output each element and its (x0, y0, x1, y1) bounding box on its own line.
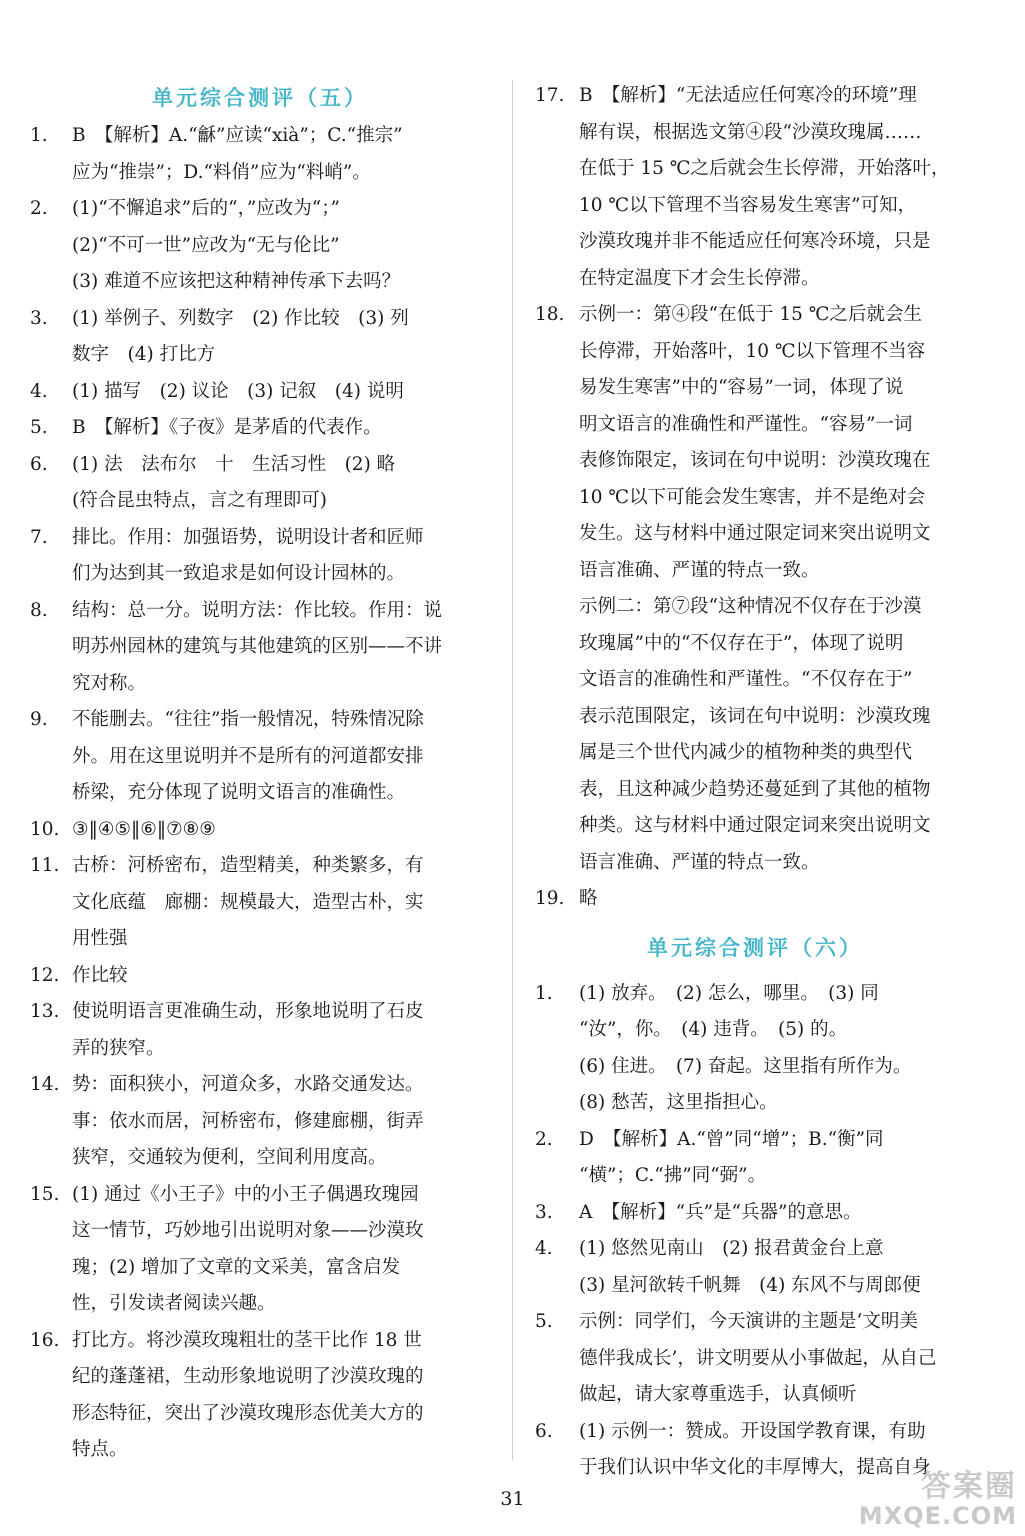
answer-line: 作比较 (72, 964, 128, 986)
answer-item (30, 702, 490, 812)
answer-line: 古桥：河桥密布，造型精美，种类繁多，有 (72, 855, 424, 876)
answer-line: B 【解析】《子夜》是茅盾的代表作。 (72, 417, 382, 438)
answer-text (72, 812, 490, 849)
section-title-unit-6: 单元综合测评（六） (647, 934, 863, 960)
answer-line: 表示范围限定，该词在句中说明：沙漠玫瑰 (579, 705, 931, 727)
answer-line: A 【解析】“兵”是“兵器”的意思。 (579, 1201, 862, 1223)
answer-line: 在低于 15 ℃之后就会生长停滞，开始落叶， (579, 158, 950, 179)
answer-text (579, 1195, 975, 1232)
answer-number: 3. (535, 1201, 553, 1223)
answer-line: (1) 举例子、列数字 (2) 作比较 (3) 列 (72, 307, 409, 329)
right-answer-list-top (535, 78, 975, 918)
answer-item (30, 994, 490, 1067)
answer-line: 狭窄，交通较为便利，空间利用度高。 (72, 1147, 387, 1168)
answer-line: 形态特征，突出了沙漠玫瑰形态优美大方的 (72, 1402, 424, 1424)
answer-item (30, 374, 490, 411)
answer-line: 德伴我成长’，讲文明要从小事做起，从自己 (579, 1347, 937, 1369)
answer-line: 应为“推崇”；D.“料俏”应为“料峭”。 (72, 161, 371, 183)
answer-item (535, 881, 975, 918)
answer-line: B 【解析】A.“龢”应读“xià”；C.“推宗” (72, 125, 403, 146)
answer-line: 于我们认识中华文化的丰厚博大，提高自身 (579, 1457, 931, 1478)
answer-line: 在特定温度下才会生长停滞。 (579, 267, 820, 289)
answer-line: 种类。这与材料中通过限定词来突出说明文 (579, 815, 931, 836)
page-number: 31 (500, 1488, 525, 1510)
answer-item (30, 958, 490, 995)
answer-line: (1) 示例一：赞成。开设国学教育课，有助 (579, 1420, 926, 1442)
watermark-text-top: 答案圈 (921, 1469, 1017, 1504)
answer-item (535, 1122, 975, 1195)
answer-line: 表，且这种减少趋势还蔓延到了其他的植物 (579, 778, 931, 800)
answer-line: 外。用在这里说明并不是所有的河道都安排 (72, 745, 424, 767)
answer-line: (1) 放弃。 (2) 怎么，哪里。 (3) 同 (579, 982, 879, 1004)
answer-line: 发生。这与材料中通过限定词来突出说明文 (579, 523, 931, 544)
answer-number: 12. (30, 964, 60, 986)
answer-text (72, 1067, 490, 1177)
answer-text (72, 1177, 490, 1323)
answer-item (30, 447, 490, 520)
right-answer-list-bottom (535, 976, 975, 1487)
answer-line: 属是三个世代内减少的植物种类的典型代 (579, 742, 913, 763)
answer-line: 玫瑰属”中的“不仅存在于”，体现了说明 (579, 632, 904, 654)
answer-text (72, 447, 490, 520)
answer-line: 桥梁，充分体现了说明文语言的准确性。 (72, 782, 406, 803)
answer-text (72, 848, 490, 958)
answer-text (579, 1304, 975, 1414)
answer-item (30, 848, 490, 958)
answer-line: 特点。 (72, 1439, 128, 1460)
answer-line: 文化底蕴 廊棚：规模最大，造型古朴，实 (72, 891, 424, 913)
answer-number: 4. (30, 380, 48, 402)
answer-number: 6. (30, 453, 48, 475)
watermark-logo (847, 1469, 1017, 1530)
answer-text (579, 976, 975, 1122)
answer-number: 15. (30, 1183, 60, 1205)
answer-text (72, 374, 490, 411)
answer-text (72, 994, 490, 1067)
answer-number: 2. (535, 1128, 553, 1150)
answer-line: 表修饰限定，该词在句中说明：沙漠玫瑰在 (579, 450, 931, 471)
answer-item (30, 1177, 490, 1323)
answer-text (72, 1323, 490, 1469)
answer-line: 不能删去。“往往”指一般情况，特殊情况除 (72, 709, 424, 730)
left-answer-list (30, 118, 490, 1469)
answer-line: 示例二：第⑦段“这种情况不仅存在于沙漠 (579, 596, 922, 617)
answer-item (30, 1067, 490, 1177)
answer-line: 打比方。将沙漠玫瑰粗壮的茎干比作 18 世 (72, 1329, 422, 1351)
answer-line: (1) 通过《小王子》中的小王子偶遇玫瑰园 (72, 1183, 419, 1205)
answer-item (535, 976, 975, 1122)
answer-line: 10 ℃以下管理不当容易发生寒害”可知， (579, 194, 917, 216)
answer-line: 势：面积狭小，河道众多，水路交通发达。 (72, 1074, 424, 1095)
answer-line: 易发生寒害”中的“容易”一词，体现了说 (579, 377, 904, 398)
answer-line: 用性强 (72, 928, 128, 949)
left-column (30, 78, 490, 1469)
answer-line: 明文语言的准确性和严谨性。“容易”一词 (579, 413, 913, 435)
watermark-text-bottom: MXQE.COM (858, 1502, 1017, 1530)
answer-line: 语言准确、严谨的特点一致。 (579, 851, 820, 873)
answer-line: ③‖④⑤‖⑥‖⑦⑧⑨ (72, 818, 216, 840)
answer-item (30, 410, 490, 447)
answer-text (579, 1231, 975, 1304)
answer-item (535, 1231, 975, 1304)
answer-line: 语言准确、严谨的特点一致。 (579, 559, 820, 581)
answer-number: 19. (535, 888, 565, 909)
answer-line: (1) 悠然见南山 (2) 报君黄金台上意 (579, 1238, 884, 1259)
answer-number: 11. (30, 855, 60, 876)
answer-text (72, 118, 490, 191)
answer-line: (符合昆虫特点，言之有理即可) (72, 490, 327, 511)
answer-text (72, 191, 490, 301)
answer-line: (1) 法 法布尔 十 生活习性 (2) 略 (72, 453, 396, 475)
answer-line: (1)“不懈追求”后的“，”应改为“；” (72, 198, 340, 219)
answer-line: 性，引发读者阅读兴趣。 (72, 1293, 276, 1314)
answer-line: (3) 星河欲转千帆舞 (4) 东风不与周郎便 (579, 1274, 921, 1296)
right-column (535, 78, 975, 1487)
answer-number: 1. (535, 982, 553, 1004)
answer-item (535, 78, 975, 297)
answer-item (535, 1304, 975, 1414)
answer-line: 们为达到其一致追求是如何设计园林的。 (72, 563, 406, 584)
answer-number: 4. (535, 1238, 553, 1259)
answer-line: 10 ℃以下可能会发生寒害，并不是绝对会 (579, 486, 926, 508)
answer-text (72, 958, 490, 995)
answer-number: 7. (30, 526, 48, 548)
answer-line: 略 (579, 888, 598, 909)
answer-text (579, 78, 975, 297)
answer-number: 9. (30, 709, 48, 730)
column-divider (512, 80, 513, 1460)
answer-line: D 【解析】A.“曾”同“增”；B.“衡”同 (579, 1128, 884, 1150)
answer-number: 2. (30, 198, 48, 219)
answer-line: 事：依水而居，河桥密布，修建廊棚，街弄 (72, 1110, 424, 1132)
answer-line: 示例：同学们，今天演讲的主题是‘文明美 (579, 1311, 918, 1332)
answer-number: 5. (30, 417, 48, 438)
answer-number: 16. (30, 1329, 60, 1351)
answer-item (535, 297, 975, 881)
answer-line: 解有误，根据选文第④段“沙漠玫瑰属…… (579, 121, 922, 143)
answer-line: (3) 难道不应该把这种精神传承下去吗？ (72, 271, 401, 292)
answer-line: 文语言的准确性和严谨性。“不仅存在于” (579, 669, 913, 690)
answer-text (579, 1122, 975, 1195)
answer-text (579, 297, 975, 881)
answer-number: 10. (30, 818, 60, 840)
answer-item (30, 301, 490, 374)
answer-number: 6. (535, 1420, 553, 1442)
answer-line: 沙漠玫瑰并非不能适应任何寒冷环境，只是 (579, 231, 931, 252)
answer-number: 14. (30, 1074, 60, 1095)
answer-number: 3. (30, 307, 48, 329)
answer-number: 18. (535, 304, 565, 325)
answer-line: 排比。作用：加强语势，说明设计者和匠师 (72, 526, 424, 548)
answer-text (579, 881, 975, 918)
answer-line: 明苏州园林的建筑与其他建筑的区别——不讲 (72, 636, 443, 657)
answer-text (72, 593, 490, 703)
answer-number: 13. (30, 1001, 60, 1022)
answer-text (72, 520, 490, 593)
answer-line: 究对称。 (72, 672, 147, 694)
answer-number: 8. (30, 599, 48, 621)
answer-line: 结构：总一分。说明方法：作比较。作用：说 (72, 599, 443, 621)
answer-text (72, 410, 490, 447)
answer-line: 做起，请大家尊重选手，认真倾听 (579, 1384, 857, 1405)
answer-line: 数字 (4) 打比方 (72, 344, 216, 365)
answer-line: (1) 描写 (2) 议论 (3) 记叙 (4) 说明 (72, 380, 404, 402)
answer-item (30, 118, 490, 191)
answer-text (72, 702, 490, 812)
answer-line: 瑰；(2) 增加了文章的文采美，富含启发 (72, 1256, 401, 1278)
answer-line: (2)“不可一世”应改为“无与伦比” (72, 234, 340, 256)
answer-line: 示例一：第④段“在低于 15 ℃之后就会生 (579, 304, 922, 325)
answer-item (535, 1195, 975, 1232)
answer-item (30, 191, 490, 301)
answer-item (30, 812, 490, 849)
answer-item (30, 1323, 490, 1469)
answer-number: 17. (535, 85, 565, 106)
answer-number: 1. (30, 125, 48, 146)
answer-line: (6) 住进。 (7) 奋起。这里指有所作为。 (579, 1055, 912, 1077)
answer-number: 5. (535, 1311, 553, 1332)
answer-line: 使说明语言更准确生动，形象地说明了石皮 (72, 1001, 424, 1022)
answer-line: 长停滞，开始落叶，10 ℃以下管理不当容 (579, 340, 926, 362)
answer-text (72, 301, 490, 374)
answer-item (30, 520, 490, 593)
answer-line: 弄的狭窄。 (72, 1037, 165, 1059)
answer-line: “横”；C.“拂”同“弼”。 (579, 1165, 767, 1186)
answer-line: 纪的蓬蓬裙，生动形象地说明了沙漠玫瑰的 (72, 1366, 424, 1387)
answer-line: B 【解析】“无法适应任何寒冷的环境”理 (579, 85, 917, 106)
answer-line: (8) 愁苦，这里指担心。 (579, 1092, 778, 1113)
answer-line: “汝”，你。 (4) 违背。 (5) 的。 (579, 1019, 848, 1040)
section-title-unit-5: 单元综合测评（五） (152, 85, 368, 110)
answer-item (30, 593, 490, 703)
answer-line: 这一情节，巧妙地引出说明对象——沙漠玫 (72, 1220, 424, 1241)
